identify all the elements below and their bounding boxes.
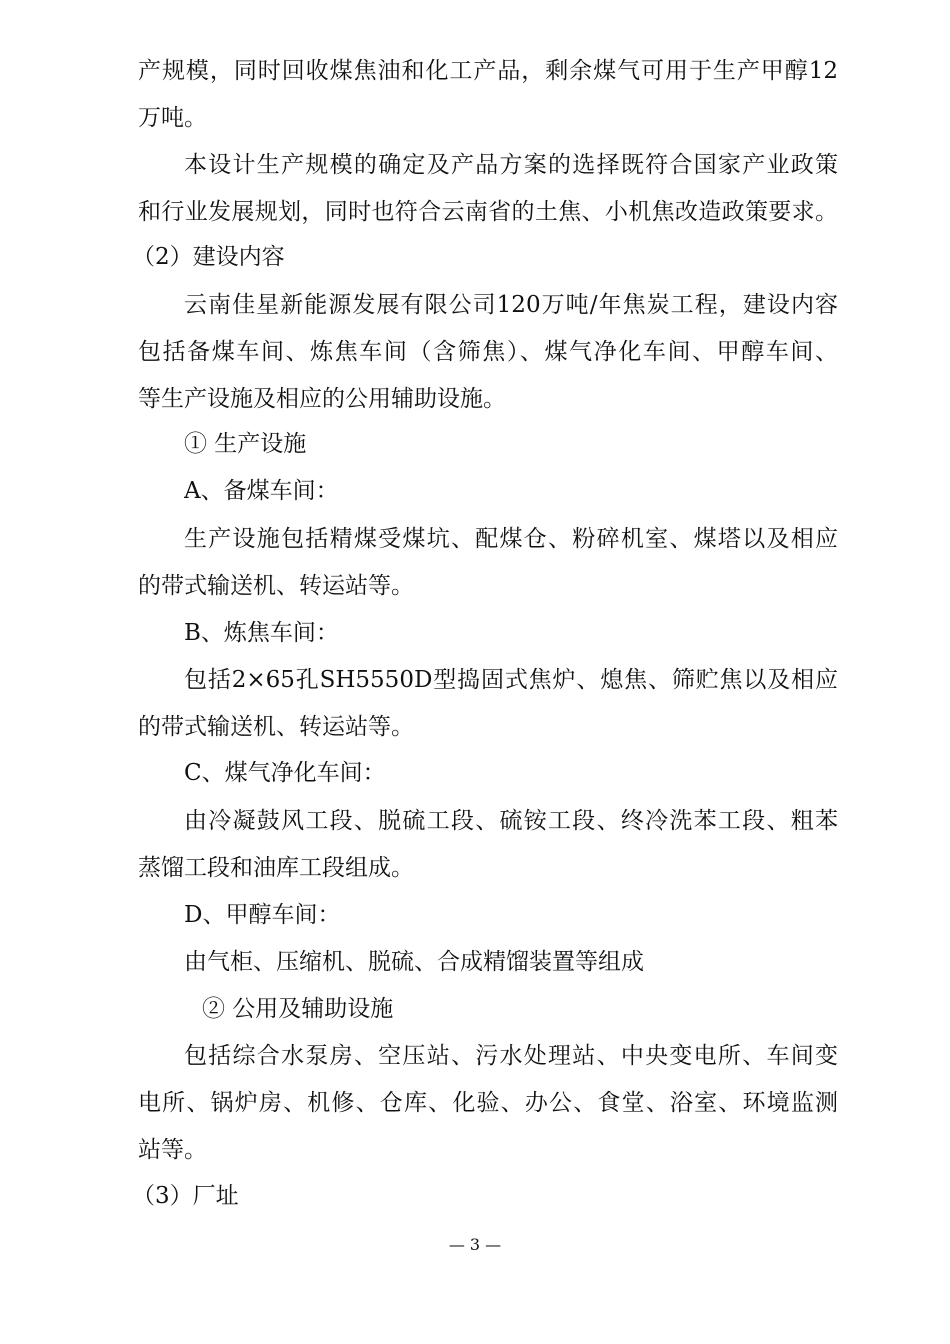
text-line: 产规模，同时回收煤焦油和化工产品，剩余煤气可用于生产甲醇12 [138,58,838,84]
text-line: 包括备煤车间、炼焦车间（含筛焦）、煤气净化车间、甲醇车间、 [138,339,838,365]
page-number: — 3 — [448,1235,502,1254]
text-line: 电所、锅炉房、机修、仓库、化验、办公、食堂、浴室、环境监测 [138,1090,838,1116]
text-line: 站等。 [138,1137,207,1163]
subsection-heading: ② 公用及辅助设施 [202,996,394,1022]
text-line: 和行业发展规划，同时也符合云南省的土焦、小机焦改造政策要求。 [138,199,838,225]
paragraph-first-line: 包括综合水泵房、空压站、污水处理站、中央变电所、车间变 [184,1043,838,1069]
text-line: 由气柜、压缩机、脱硫、合成精馏装置等组成 [184,949,644,975]
text-line: 的带式输送机、转运站等。 [138,714,414,740]
paragraph-first-line: 由冷凝鼓风工段、脱硫工段、硫铵工段、终冷洗苯工段、粗苯 [184,808,838,834]
text-line: 等生产设施及相应的公用辅助设施。 [138,386,506,412]
section-heading: （3）厂址 [132,1183,239,1209]
text-line: 蒸馏工段和油库工段组成。 [138,855,414,881]
text-line: 的带式输送机、转运站等。 [138,573,414,599]
item-heading: C、煤气净化车间： [184,760,386,786]
section-heading: （2）建设内容 [132,244,285,270]
item-heading: B、炼焦车间： [184,620,339,646]
paragraph-first-line: 生产设施包括精煤受煤坑、配煤仓、粉碎机室、煤塔以及相应 [184,526,838,552]
subsection-heading: ① 生产设施 [184,431,307,457]
item-heading: D、甲醇车间： [184,902,341,928]
paragraph-first-line: 本设计生产规模的确定及产品方案的选择既符合国家产业政策 [184,152,838,178]
item-heading: A、备煤车间： [184,478,339,504]
text-line: 万吨。 [138,105,207,131]
paragraph-first-line: 云南佳星新能源发展有限公司120万吨/年焦炭工程，建设内容 [184,292,838,318]
paragraph-first-line: 包括2×65孔SH5550D型捣固式焦炉、熄焦、筛贮焦以及相应 [184,667,838,693]
